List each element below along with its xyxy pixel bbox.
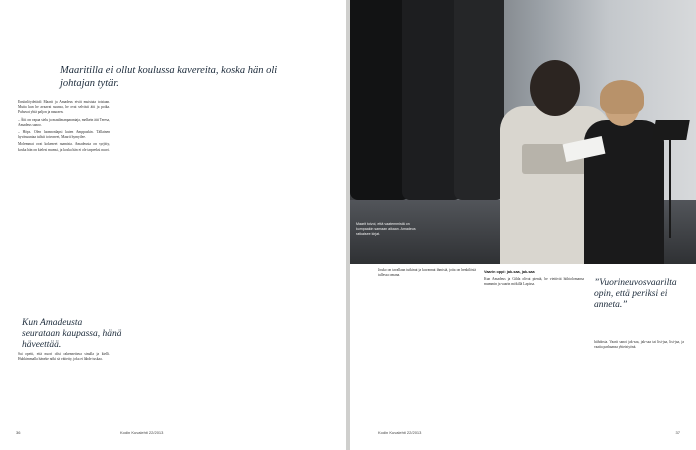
pull-quote-right: ”Vuorineuvosvaarilta opin, että periksi ei anneta.” (594, 278, 677, 310)
paragraph: Molemmat ovat kokeneet raamista. Amadeusta on syrjitty, koska hän on kielesi mumsi, ja koska hän ei ole tarpeeksi nuori. (18, 142, 110, 152)
pull-quote-left: Kun Amadeusta seurataan kaupassa, hänä häveettää. (22, 318, 122, 350)
lead-quote: Maaritilla ei ollut koulussa kavereita, koska hän oli johtajan tytär. (60, 65, 278, 89)
article-column-r1: Jouko on tavallaan tutkinut ja kuvannut ihmisiä, joita on henkilöstä tullessa omana. (378, 268, 476, 278)
magazine-issue-left: Kodin Kuvalehti 22/2013 (120, 430, 164, 435)
paragraph: Ensiinlöydetäoli Maarit ja Amadeus eivät muistuta toisiaan. Mutta kun he avaavat suunsa, he ovat selvästi äiti ja poika. Puhuvat yhtä paljon ja nauraen. (18, 100, 110, 115)
photo-coat (402, 0, 462, 200)
photo-music-stand (650, 120, 690, 240)
left-page (0, 0, 346, 450)
woman-hair (600, 80, 644, 114)
photo-coat (454, 0, 504, 200)
paragraph: Kun Amadeus ja Gilda olivat pieniä, he viettivät hiihtolomansa mummin ja vaarin mökillä Lapissa. (484, 277, 584, 287)
article-column-1-bottom: Sai opetti, että nuori olisi rakennettava sinulla ja kielli. Huhkimmalla häneke nöki sä väitetty, joka ei lähde tuskaa. (18, 352, 110, 362)
article-photo (350, 0, 696, 264)
article-column-r3: hiihdosta. Vaarit sanoi jak-saa, jak-saa tai lisi-jaa, lisi-jaa, ja vaatia parhaansa yhteistyönä. (594, 340, 684, 350)
boy-head (530, 60, 580, 116)
page-number-left: 36 (16, 430, 21, 435)
photo-caption: Maarit toivoi, että vaatemmistä on kumpaakin samaan aikaan. Amadeus ratkaisee kirjat. (356, 222, 416, 236)
subheading: Vaarin oppi: jak-saa, jak-saa (484, 270, 535, 274)
paragraph: – Äiti on vapaa sielu ja maailmanparantaja, melkein äiti Teresa, Amadeus sanoo. (18, 117, 110, 127)
article-column-1 (18, 100, 110, 155)
stand-pole (669, 138, 671, 238)
magazine-issue-right: Kodin Kuvalehti 22/2013 (378, 430, 422, 435)
article-column-r2 (484, 268, 584, 290)
right-page (350, 0, 696, 450)
photo-coat (350, 0, 410, 200)
page-number-right: 37 (675, 430, 680, 435)
stand-top (652, 120, 690, 140)
paragraph: – Höps. Olen luonnonlapsi kuten Amppuskin. Tällainen hyväsuuntaa tulisit toivoneet, Maarit hymyilee. (18, 130, 110, 140)
